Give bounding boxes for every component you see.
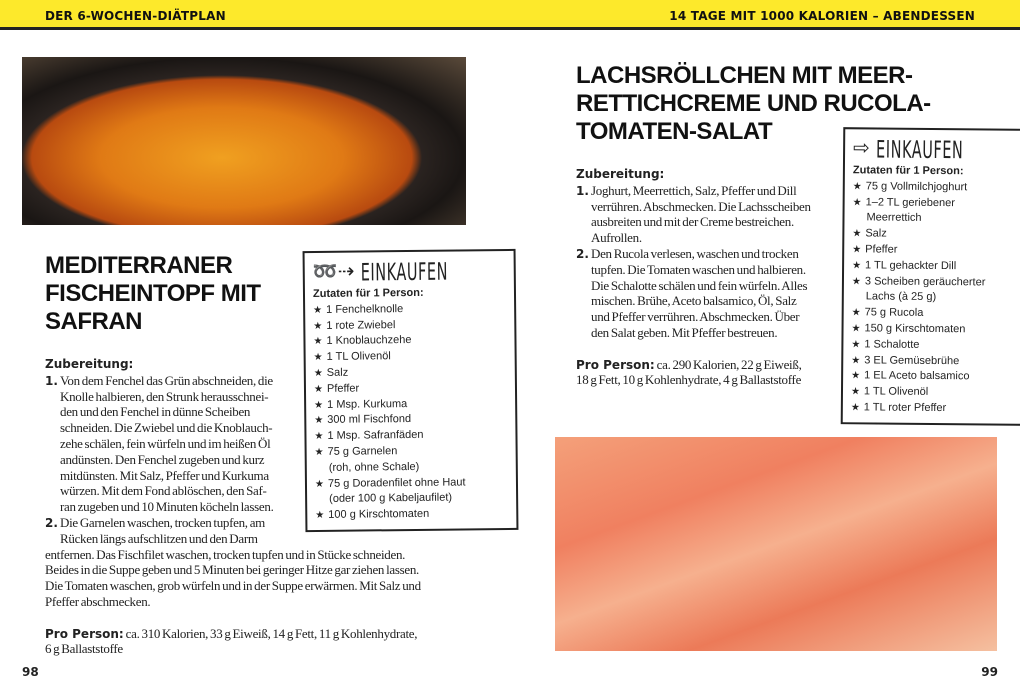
- nutrition-label: Pro Person:: [45, 626, 124, 641]
- instruction-line: [576, 230, 811, 246]
- ingredient-item: ★ 1 Schalotte: [851, 337, 1019, 354]
- ingredient-item: ★ 1 TL Olivenöl: [851, 384, 1019, 401]
- running-header-left: DER 6-WOCHEN-DIÄTPLAN: [45, 9, 226, 23]
- instruction-text: Beides in die Suppe geben und 5 Minuten bei geringer Hitze gar ziehen lassen.: [45, 562, 420, 578]
- instruction-text: Die Schalotte schälen und fein würfeln. Alles: [591, 277, 808, 293]
- instruction-text: Die Tomaten waschen, grob würfeln und in der Suppe erwärmen. Mit Salz und: [45, 578, 421, 594]
- instruction-line: [576, 293, 811, 309]
- nutrition-label: Pro Person:: [576, 357, 655, 372]
- ingredient-item: ★ 1 TL roter Pfeffer: [851, 400, 1019, 417]
- instruction-text: tupfen. Die Tomaten waschen und halbieren.: [591, 261, 806, 277]
- box-heading-text: EINKAUFEN: [360, 257, 448, 287]
- instruction-line: [576, 199, 811, 215]
- fish-stew-photo: [22, 57, 466, 225]
- ingredient-item: ★ 1 Knoblauchzehe: [313, 332, 506, 350]
- prep-heading: Zubereitung:: [45, 357, 134, 371]
- ingredient-item: ★ 75 g Rucola: [852, 305, 1020, 322]
- instruction-text: würzen. Mit dem Fond ablöschen, den Saf-: [60, 483, 267, 499]
- page-number-left: 98: [22, 665, 39, 679]
- ingredient-item: Lachs (à 25 g): [865, 290, 937, 304]
- instruction-text: Joghurt, Meerrettich, Salz, Pfeffer und Dill: [591, 182, 797, 198]
- instruction-text: Von dem Fenchel das Grün abschneiden, die: [60, 372, 273, 388]
- instruction-text: mischen. Brühe, Aceto balsamico, Öl, Salz: [591, 293, 797, 309]
- ingredient-item: ★ 150 g Kirschtomaten: [851, 321, 1019, 338]
- ingredient-item: (oder 100 g Kabeljaufilet): [329, 491, 453, 506]
- ingredient-item: ★ 3 EL Gemüsebrühe: [851, 353, 1019, 370]
- instruction-text: den Salat geben. Mit Pfeffer bestreuen.: [591, 324, 778, 340]
- title-line: SAFRAN: [45, 308, 142, 335]
- nutrition-text: 18 g Fett, 10 g Kohlenhydrate, 4 g Ballaststoffe: [576, 372, 802, 388]
- nutrition-line: [45, 626, 421, 642]
- title-line: MEDITERRANER: [45, 252, 233, 279]
- instruction-text: verrühren. Abschmecken. Die Lachsscheiben: [591, 198, 811, 214]
- nutrition-text: ca. 290 Kalorien, 22 g Eiweiß,: [656, 356, 802, 372]
- box-heading: [853, 135, 1020, 164]
- title-line: LACHSRÖLLCHEN MIT MEER-: [576, 62, 913, 89]
- ingredient-item: ★ 1 rote Zwiebel: [313, 317, 506, 335]
- instruction-text: Pfeffer abschmecken.: [45, 593, 151, 609]
- instruction-text: ran zugeben und 10 Minuten köcheln lassen.: [60, 499, 274, 515]
- ingredient-item: ★ 1 Msp. Kurkuma: [314, 396, 507, 414]
- shopping-box-right: [841, 127, 1020, 425]
- instruction-text: den und den Fenchel in dünne Scheiben: [60, 404, 251, 420]
- nutrition-text: ca. 310 Kalorien, 33 g Eiweiß, 14 g Fett, 11 g Kohlenhydrate,: [125, 625, 418, 641]
- ingredient-item: ★ 1 Msp. Safranfäden: [314, 427, 507, 445]
- ingredient-item: ★ 3 Scheiben geräucherter: [852, 274, 1020, 291]
- instruction-line: [45, 594, 421, 610]
- spacer: [45, 610, 421, 626]
- ingredient-item: Meerrettich: [866, 211, 922, 225]
- ingredient-item: ★ 75 g Garnelen: [315, 443, 508, 461]
- ingredient-item: ★ Pfeffer: [314, 380, 507, 398]
- page-number-right: 99: [981, 665, 998, 679]
- instruction-line: [576, 214, 811, 230]
- ingredient-item: ★ 1 Fenchelknolle: [313, 301, 506, 319]
- nutrition-line: [576, 357, 811, 373]
- ingredient-item: ★ 1 TL Olivenöl: [314, 348, 507, 366]
- instruction-text: mitdünsten. Mit Salz, Pfeffer und Kurkuma: [60, 467, 269, 483]
- step-number: 2.: [576, 246, 589, 261]
- nutrition-line: [45, 641, 421, 657]
- ingredient-item: ★ Pfeffer: [852, 242, 1020, 259]
- instruction-text: schneiden. Die Zwiebel und die Knoblauch-: [60, 420, 273, 436]
- ingredient-item: (roh, ohne Schale): [328, 460, 420, 474]
- instruction-text: Aufrollen.: [591, 230, 642, 246]
- ingredient-item: ★ 1 TL gehackter Dill: [852, 258, 1020, 275]
- box-heading: [313, 257, 506, 287]
- running-header-right: 14 TAGE MIT 1000 KALORIEN – ABENDESSEN: [669, 9, 975, 23]
- recipe-title-left: [45, 252, 261, 336]
- instruction-line: [45, 547, 421, 563]
- instruction-line: [576, 246, 811, 262]
- nutrition-text: 6 g Ballaststoffe: [45, 641, 123, 657]
- ingredient-item: ★ Salz: [852, 226, 1020, 243]
- step-number: 1.: [576, 183, 589, 198]
- ingredient-item: ★ 75 g Vollmilchjoghurt: [853, 179, 1020, 196]
- salmon-rolls-photo: [555, 437, 997, 651]
- instruction-line: [45, 562, 421, 578]
- spacer: [576, 341, 811, 357]
- instruction-text: ausbreiten und mit der Creme bestreichen.: [591, 214, 794, 230]
- instruction-line: [576, 262, 811, 278]
- nutrition-line: [576, 372, 811, 388]
- instruction-line: [576, 325, 811, 341]
- instruction-text: Den Rucola verlesen, waschen und trocken: [591, 245, 799, 261]
- title-line: FISCHEINTOPF MIT: [45, 280, 261, 307]
- step-number: 1.: [45, 373, 58, 388]
- instruction-text: zehe schälen, fein würfeln und im heißen Öl: [60, 435, 271, 451]
- prep-heading: Zubereitung:: [576, 167, 665, 181]
- ingredient-item: ★ Salz: [314, 364, 507, 382]
- title-line: RETTICHCREME UND RUCOLA-: [576, 90, 931, 117]
- ingredient-item: ★ 1 EL Aceto balsamico: [851, 369, 1019, 386]
- instruction-text: entfernen. Das Fischfilet waschen, trocken tupfen und in Stücke schneiden.: [45, 546, 406, 562]
- ingredient-item: ★ 1–2 TL geriebener: [853, 195, 1020, 212]
- ingredient-item: ★ 100 g Kirschtomaten: [315, 506, 508, 524]
- instruction-line: [576, 278, 811, 294]
- box-subheading: Zutaten für 1 Person:: [852, 164, 964, 178]
- instruction-line: [576, 183, 811, 199]
- ingredient-item: ★ 300 ml Fischfond: [314, 411, 507, 429]
- instructions-right: [576, 167, 811, 388]
- instruction-line: [45, 531, 421, 547]
- box-subheading: Zutaten für 1 Person:: [312, 286, 424, 301]
- instruction-text: Die Garnelen waschen, trocken tupfen, am: [60, 514, 265, 530]
- step-number: 2.: [45, 515, 58, 530]
- arrow-icon: ⇨: [853, 135, 870, 160]
- title-line: TOMATEN-SALAT: [576, 118, 773, 145]
- ingredient-item: ★ 75 g Doradenfilet ohne Haut: [315, 475, 508, 493]
- instruction-text: Rücken längs aufschlitzen und den Darm: [60, 530, 258, 546]
- box-heading-text: EINKAUFEN: [875, 135, 964, 165]
- instruction-line: [576, 309, 811, 325]
- squiggle-arrow-icon: ➿⇢: [312, 258, 355, 284]
- instruction-text: andünsten. Den Fenchel zugeben und kurz: [60, 451, 265, 467]
- instruction-text: Knolle halbieren, den Strunk herausschnei-: [60, 388, 269, 404]
- shopping-box-left: [303, 249, 519, 532]
- instruction-text: und Pfeffer verrühren. Abschmecken. Über: [591, 309, 800, 325]
- instruction-line: [45, 578, 421, 594]
